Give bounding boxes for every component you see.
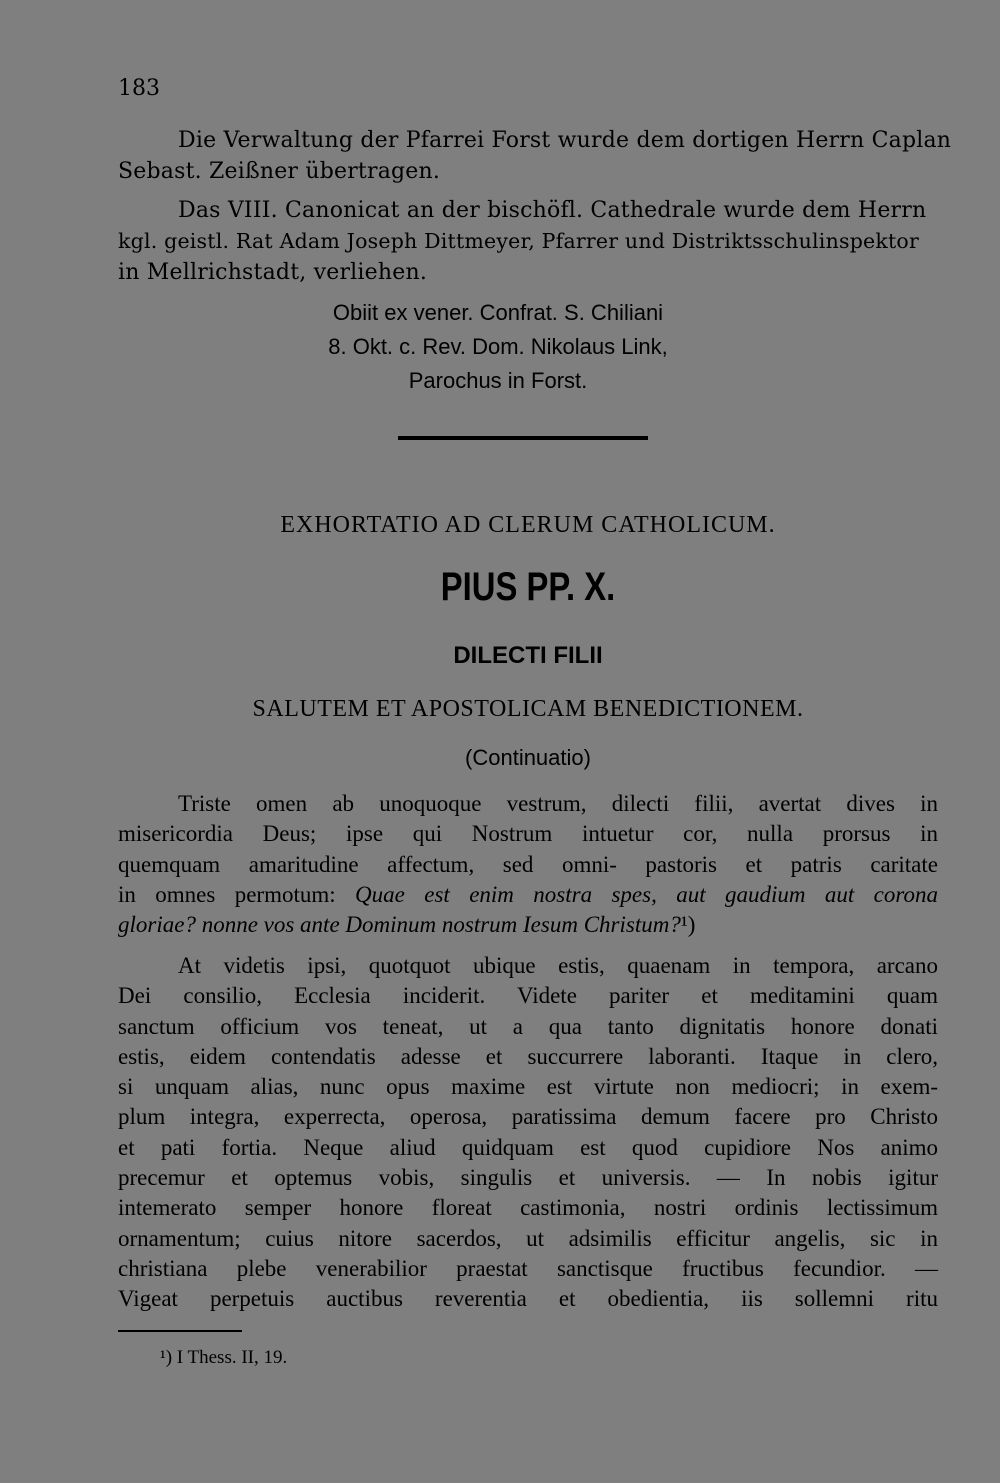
text-line: plum integra, experrecta, operosa, paratissima demum facere pro Christo — [118, 1104, 938, 1130]
footnote-divider — [118, 1330, 242, 1332]
obituary-notice — [118, 296, 878, 398]
body-paragraph-1 — [118, 789, 938, 940]
text-line: intemerato semper honore floreat castimonia, nostri ordinis lectissimum — [118, 1195, 938, 1221]
text-line: et pati fortia. Neque aliud quidquam est quod cupidiore Nos animo — [118, 1134, 938, 1160]
text-line: Triste omen ab unoquoque vestrum, dilecti filii, avertat dives in — [178, 791, 938, 816]
text-line: christiana plebe venerabilior praestat sanctisque fructibus fecundior. — — [118, 1255, 938, 1281]
text-line: Die Verwaltung der Pfarrei Forst wurde dem dortigen Herrn Caplan — [178, 128, 952, 153]
text-line: quemquam amaritudine affectum, sed omni- pastoris et patris caritate — [118, 851, 938, 877]
body-paragraph-2 — [118, 951, 938, 1315]
text-line: sanctum officium vos teneat, ut a qua tanto dignitatis honore donati — [118, 1013, 938, 1039]
text-line: in Mellrichstadt, verliehen. — [118, 260, 428, 285]
quotation: Quae est enim nostra spes, aut gaudium aut corona — [355, 881, 938, 907]
text-line: Sebast. Zeißner übertragen. — [118, 159, 441, 184]
text-line: precemur et optemus vobis, singulis et universis. — In nobis igitur — [118, 1165, 938, 1191]
obituary-line: Parochus in Forst. — [408, 368, 588, 393]
heading-continuatio: (Continuatio) — [465, 745, 591, 770]
heading-salutem: SALUTEM ET APOSTOLICAM BENEDICTIONEM. — [252, 696, 804, 722]
text-line: kgl. geistl. Rat Adam Joseph Dittmeyer, Pfarrer und Distriktsschulinspektor — [118, 229, 919, 253]
text-line: At videtis ipsi, quotquot ubique estis, quaenam in tempora, arcano — [178, 953, 938, 978]
obituary-line: 8. Okt. c. Rev. Dom. Nikolaus Link, — [328, 334, 668, 359]
quotation: gloriae? nonne vos ante Dominum nostrum Iesum Christum? — [118, 912, 681, 938]
text-line: Vigeat perpetuis auctibus reverentia et obedientia, iis sollemni ritu — [118, 1286, 938, 1312]
heading-dilecti: DILECTI FILII — [453, 642, 603, 669]
text-line — [118, 910, 938, 940]
line-plain: in omnes permotum: — [118, 881, 356, 907]
page-number: 183 — [118, 76, 160, 101]
text-line: misericordia Deus; ipse qui Nostrum intuetur cor, nulla prorsus in — [118, 821, 938, 847]
text-line: ornamentum; cuius nitore sacerdos, ut adsimilis efficitur angelis, sic in — [118, 1225, 938, 1251]
section-divider — [398, 436, 648, 440]
obituary-line: Obiit ex vener. Confrat. S. Chiliani — [332, 300, 664, 325]
notice-paragraph-1 — [118, 125, 952, 187]
text-line: Das VIII. Canonicat an der bischöfl. Cathedrale wurde dem Herrn — [178, 198, 927, 223]
text-line: estis, eidem contendatis adesse et succurrere laboranti. Itaque in clero, — [118, 1043, 938, 1069]
text-line — [118, 880, 938, 910]
heading-pius: PIUS PP. X. — [440, 565, 616, 609]
notice-paragraph-2 — [118, 195, 938, 288]
footnote: ¹) I Thess. II, 19. — [160, 1347, 288, 1368]
text-line: Dei consilio, Ecclesia inciderit. Videte pariter et meditamini quam — [118, 983, 938, 1009]
text-line: si unquam alias, nunc opus maxime est virtute non mediocri; in exem- — [118, 1074, 938, 1100]
footnote-ref: ¹) — [680, 912, 696, 938]
heading-exhortatio: EXHORTATIO AD CLERUM CATHOLICUM. — [280, 512, 776, 538]
